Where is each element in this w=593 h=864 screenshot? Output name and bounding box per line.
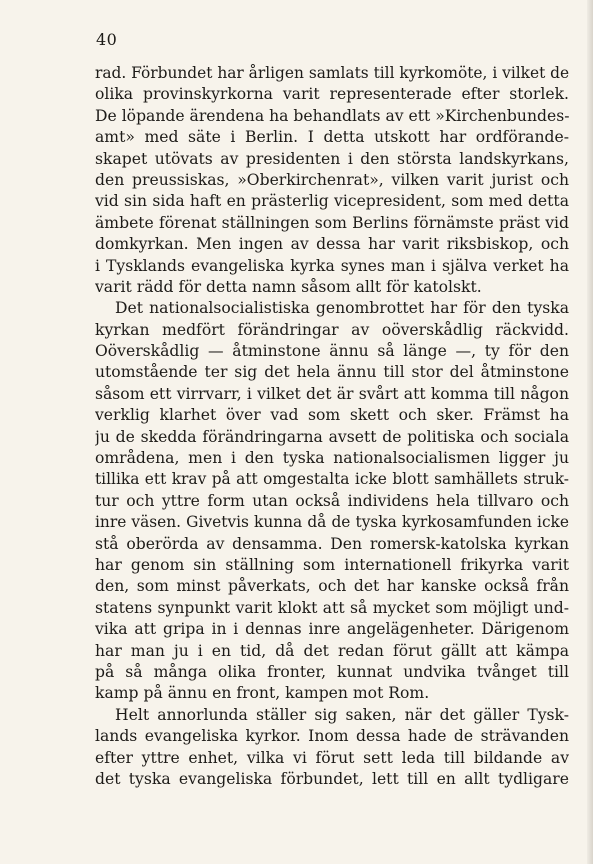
text-line: på så många olika fronter, kunnat undvika tvånget till bbox=[95, 662, 569, 681]
text-line: skapet utövats av presidenten i den största landskyrkans, bbox=[95, 149, 569, 168]
text-line: områdena, men i den tyska nationalsocialismen ligger ju bbox=[95, 449, 569, 468]
text-line: De löpande ärendena ha behandlats av ett »Kirchenbundes- bbox=[95, 106, 569, 125]
text-line: amt» med säte i Berlin. I detta utskott har ordförande- bbox=[95, 128, 569, 147]
text-line: har man ju i en tid, då det redan förut gällt att kämpa bbox=[95, 641, 569, 660]
text-line: Helt annorlunda ställer sig saken, när det gäller Tysk- bbox=[115, 705, 569, 724]
text-line: såsom ett virrvarr, i vilket det är svårt att komma till någon bbox=[95, 384, 569, 403]
text-line: vid sin sida haft en prästerlig vicepresident, som med detta bbox=[95, 192, 569, 211]
text-line: ju de skedda förändringarna avsett de politiska och sociala bbox=[95, 427, 569, 446]
text-line: efter yttre enhet, vilka vi förut sett leda till bildande av bbox=[95, 748, 569, 767]
body-text bbox=[95, 63, 569, 790]
text-line: verklig klarhet över vad som skett och sker. Främst ha bbox=[95, 406, 569, 425]
text-line: statens synpunkt varit klokt att så mycket som möjligt und- bbox=[95, 598, 569, 617]
text-line: ämbete förenat ställningen som Berlins förnämste präst vid bbox=[95, 213, 569, 232]
text-line: varit rädd för detta namn såsom allt för katolskt. bbox=[95, 277, 482, 296]
text-line: utomstående ter sig det hela ännu till stor del åtminstone bbox=[95, 363, 569, 382]
text-line: stå oberörda av densamma. Den romersk-katolska kyrkan bbox=[95, 534, 569, 553]
text-line: den, som minst påverkats, och det har kanske också från bbox=[95, 577, 569, 596]
text-line: tillika ett krav på att omgestalta icke blott samhällets struk- bbox=[95, 470, 569, 489]
text-line: olika provinskyrkorna varit representerade efter storlek. bbox=[95, 85, 569, 104]
text-line: rad. Förbundet har årligen samlats till kyrkomöte, i vilket de bbox=[95, 64, 569, 82]
text-line: det tyska evangeliska förbundet, lett till en allt tydligare bbox=[95, 769, 569, 788]
text-line: kamp på ännu en front, kampen mot Rom. bbox=[95, 684, 430, 703]
text-line: Det nationalsocialistiska genombrottet har för den tyska bbox=[115, 299, 569, 318]
page-number: 40 bbox=[96, 30, 118, 49]
text-line: vika att gripa in i dennas inre angelägenheter. Därigenom bbox=[95, 620, 569, 639]
text-line: i Tysklands evangeliska kyrka synes man i själva verket ha bbox=[95, 256, 569, 275]
text-line: kyrkan medfört förändringar av oöverskådlig räckvidd. bbox=[95, 320, 569, 339]
text-line: Oöverskådlig — åtminstone ännu så länge —, ty för den bbox=[95, 342, 569, 361]
text-line: har genom sin ställning som internationell frikyrka varit bbox=[95, 555, 569, 574]
text-line: lands evangeliska kyrkor. Inom dessa hade de strävanden bbox=[95, 727, 569, 746]
text-line: domkyrkan. Men ingen av dessa har varit riksbiskop, och bbox=[95, 235, 569, 254]
text-line: den preussiskas, »Oberkirchenrat», vilken varit jurist och bbox=[95, 170, 569, 189]
text-line: inre väsen. Givetvis kunna då de tyska kyrkosamfunden icke bbox=[95, 513, 569, 532]
text-line: tur och yttre form utan också individens hela tillvaro och bbox=[95, 491, 569, 510]
page-edge-shadow bbox=[587, 0, 593, 864]
